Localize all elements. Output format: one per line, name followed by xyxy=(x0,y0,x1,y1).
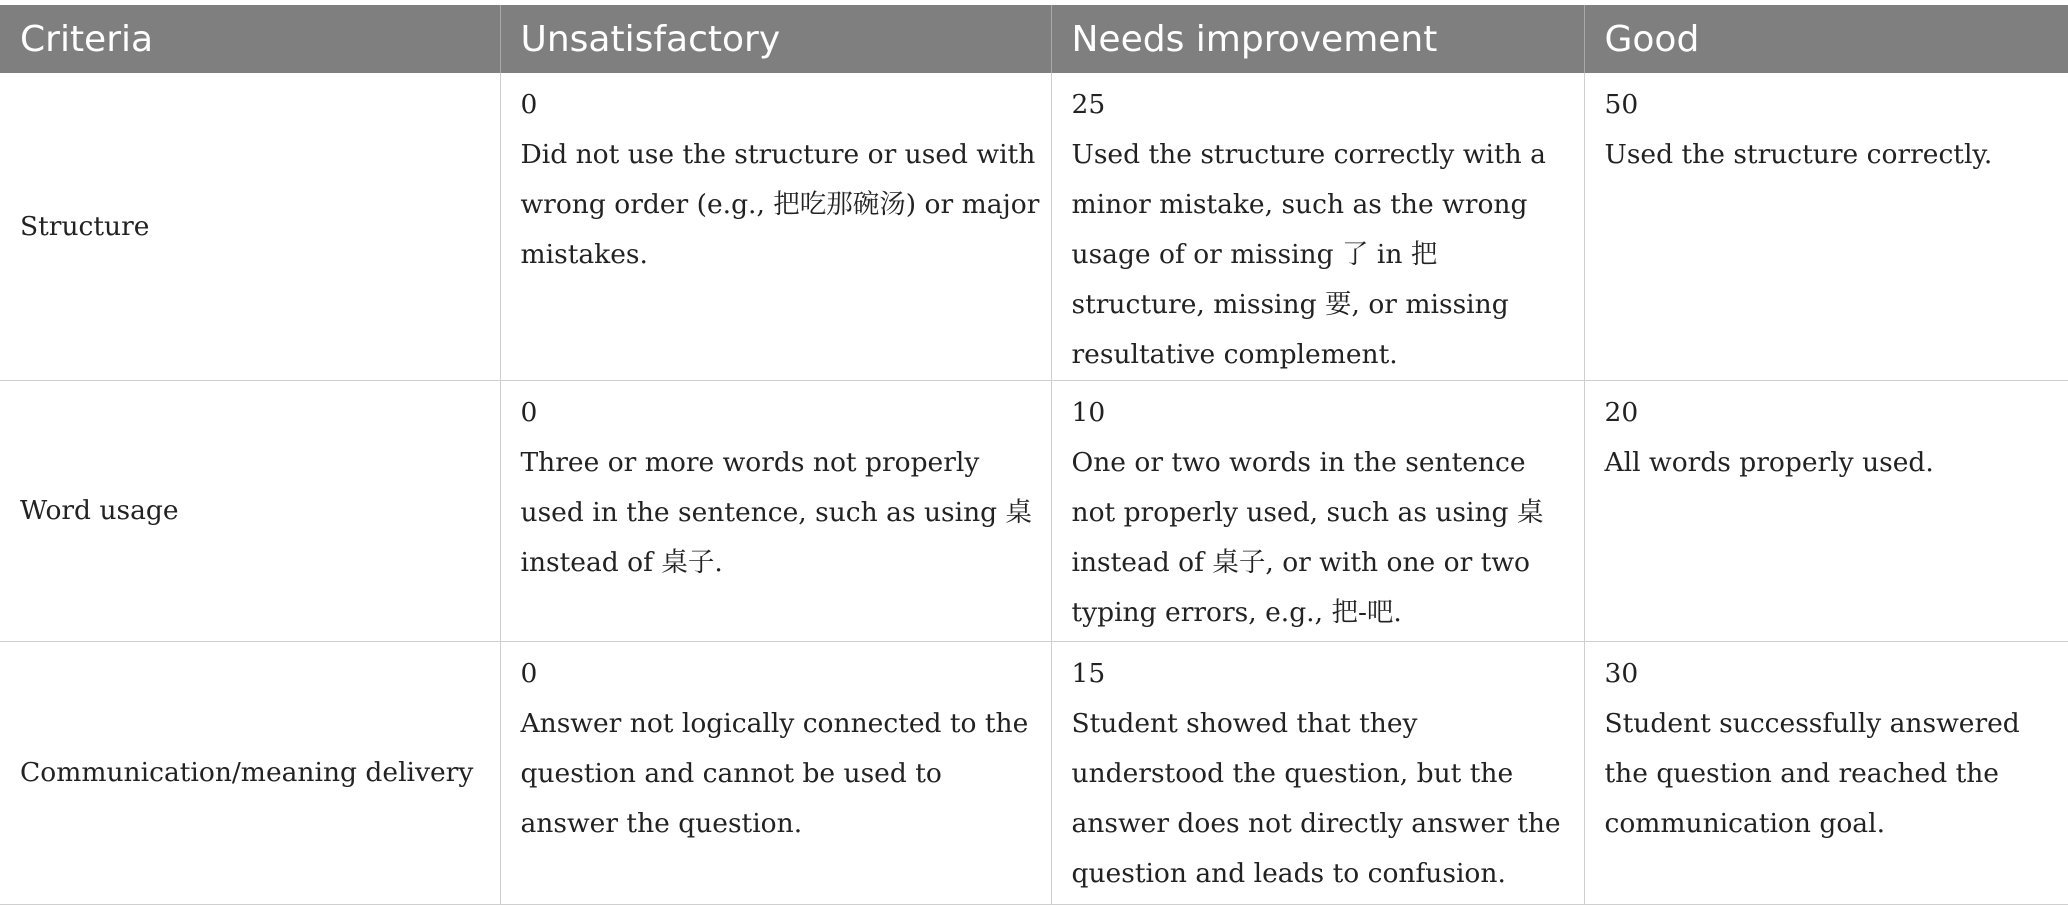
table-header xyxy=(0,5,2068,73)
criteria-cell: Communication/meaning delivery xyxy=(0,642,500,905)
score-description: Three or more words not properly used in the sentence, such as using 桌 instead of 桌子. xyxy=(520,447,1033,578)
good-cell xyxy=(1584,73,2068,381)
table-row xyxy=(0,642,2068,905)
criteria-cell: Structure xyxy=(0,73,500,381)
header-unsatisfactory: Unsatisfactory xyxy=(500,5,1051,73)
score-value: 0 xyxy=(520,658,538,689)
score-value: 0 xyxy=(520,89,538,120)
score-value: 20 xyxy=(1604,397,1639,428)
header-good: Good xyxy=(1584,5,2068,73)
header-row xyxy=(0,5,2068,73)
needs-improvement-cell xyxy=(1051,73,1584,381)
score-value: 30 xyxy=(1604,658,1639,689)
header-criteria: Criteria xyxy=(0,5,500,73)
needs-improvement-cell xyxy=(1051,642,1584,905)
score-value: 0 xyxy=(520,397,538,428)
score-description: Student successfully answered the question and reached the communication goal. xyxy=(1604,708,2020,839)
good-cell xyxy=(1584,381,2068,642)
table-row xyxy=(0,381,2068,642)
score-description: Used the structure correctly with a minor mistake, such as the wrong usage of or missing 了 in 把 structure, missing 要, or missing resultative complement. xyxy=(1071,139,1546,370)
score-description: Used the structure correctly. xyxy=(1604,139,1993,170)
unsatisfactory-cell xyxy=(500,642,1051,905)
score-value: 50 xyxy=(1604,89,1639,120)
rubric-table xyxy=(0,5,2068,905)
score-description: Did not use the structure or used with wrong order (e.g., 把吃那碗汤) or major mistakes. xyxy=(520,139,1040,270)
unsatisfactory-cell xyxy=(500,381,1051,642)
table-row xyxy=(0,73,2068,381)
good-cell xyxy=(1584,642,2068,905)
criteria-cell: Word usage xyxy=(0,381,500,642)
score-value: 15 xyxy=(1071,658,1106,689)
unsatisfactory-cell xyxy=(500,73,1051,381)
score-description: One or two words in the sentence not properly used, such as using 桌 instead of 桌子, or with one or two typing errors, e.g., 把-吧. xyxy=(1071,447,1544,628)
table-body xyxy=(0,73,2068,905)
header-needs-improvement: Needs improvement xyxy=(1051,5,1584,73)
rubric-table-container xyxy=(0,5,2068,905)
score-value: 10 xyxy=(1071,397,1106,428)
score-description: Answer not logically connected to the question and cannot be used to answer the question. xyxy=(520,708,1029,839)
score-description: Student showed that they understood the question, but the answer does not directly answer the question and leads to confusion. xyxy=(1071,708,1561,889)
needs-improvement-cell xyxy=(1051,381,1584,642)
score-description: All words properly used. xyxy=(1604,447,1934,478)
score-value: 25 xyxy=(1071,89,1106,120)
